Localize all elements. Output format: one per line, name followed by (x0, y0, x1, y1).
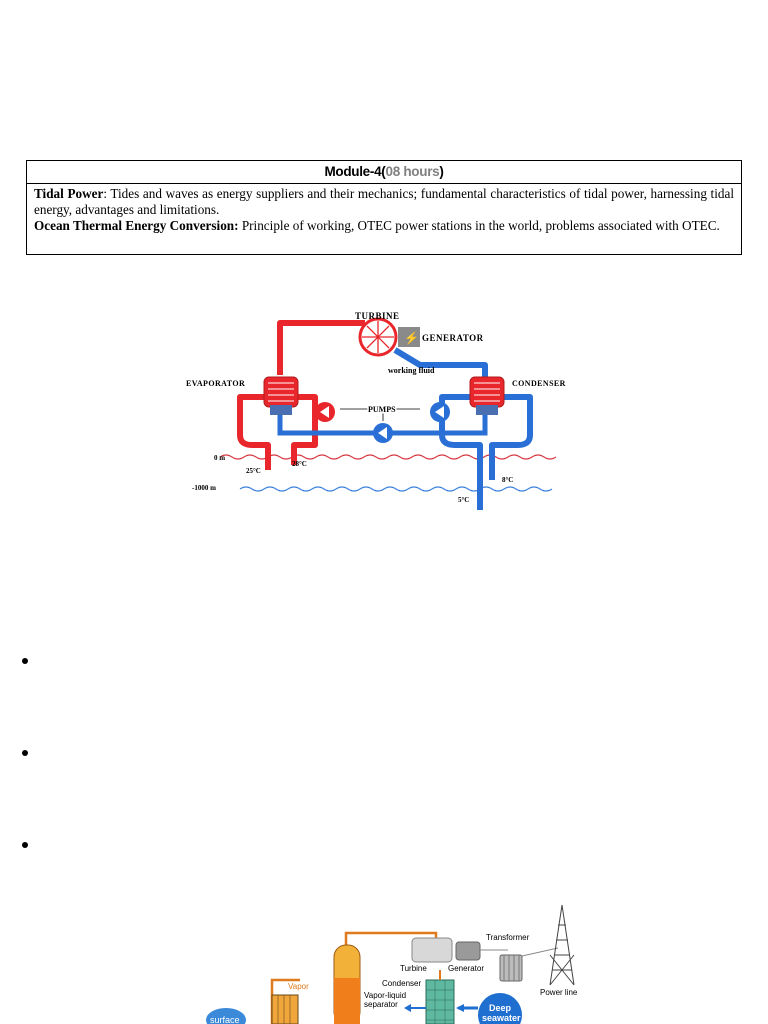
module-table (26, 160, 742, 255)
evaporator-label: EVAPORATOR (186, 379, 246, 388)
temp-8c-label: 8°C (502, 476, 514, 484)
module-title-suffix: ) (439, 164, 444, 179)
tidal-power-label: Tidal Power (34, 186, 104, 201)
transformer-label: Transformer (486, 933, 530, 942)
module-title (27, 161, 741, 184)
separator-liquid (334, 978, 360, 1024)
deep-seawater-arrow-head (456, 1004, 464, 1012)
separator-arrow-head (404, 1004, 411, 1012)
tidal-power-paragraph (34, 186, 734, 218)
cold-deep-wave (240, 487, 552, 491)
turbine-housing (412, 938, 452, 962)
separator-label-line1: Vapor-liquid (364, 991, 407, 1000)
separator-label-line2: separator (364, 1000, 398, 1009)
otec-text: Principle of working, OTEC power stations in the world, problems associated with OTEC. (238, 218, 720, 233)
power-line-label: Power line (540, 988, 578, 997)
power-line-wire (522, 948, 558, 956)
otec-label: Ocean Thermal Energy Conversion: (34, 218, 239, 233)
working-fluid-label: working fluid (388, 366, 435, 375)
condenser-label: CONDENSER (512, 379, 566, 388)
bullet-point (22, 842, 28, 848)
warm-fluid-pipe (280, 323, 365, 375)
tidal-power-text: : Tides and waves as energy suppliers and their mechanics; fundamental characteristics of tidal power, harnessing tidal energy, advantages and limitations. (34, 186, 734, 217)
depth-1000m-label: -1000 m (192, 484, 216, 492)
otec-paragraph (34, 218, 734, 234)
vapor-label: Vapor (288, 982, 309, 991)
temp-5c-label: 5°C (458, 496, 470, 504)
evaporator-panel (272, 995, 298, 1024)
turbine-label-2: Turbine (400, 964, 427, 973)
evaporator-base (270, 405, 292, 415)
deep-seawater-label-line2: seawater (482, 1013, 521, 1023)
depth-0m-label: 0 m (214, 454, 226, 462)
generator-housing (456, 942, 480, 960)
module-title-prefix: Module-4( (324, 164, 386, 179)
generator-bolt-icon: ⚡ (404, 331, 419, 345)
evaporator-unit (264, 377, 298, 407)
condenser-base (476, 405, 498, 415)
deep-seawater-label-line1: Deep (489, 1003, 512, 1013)
temp-25c-label: 25°C (246, 467, 261, 475)
generator-label-2: Generator (448, 964, 485, 973)
condenser-label-2: Condenser (382, 979, 422, 988)
surface-label: surface (210, 1015, 240, 1024)
generator-label: GENERATOR (422, 333, 484, 343)
bullet-point (22, 658, 28, 664)
bullet-point (22, 750, 28, 756)
condenser-unit (470, 377, 504, 407)
condenser-panel (426, 980, 454, 1024)
otec-plant-diagram (200, 900, 590, 1024)
module-content (27, 184, 741, 234)
otec-cycle-diagram (180, 305, 590, 510)
pumps-label: PUMPS (368, 405, 396, 414)
temp-28c-label: 28°C (292, 460, 307, 468)
turbine-label: TURBINE (355, 311, 400, 321)
module-title-hours: 08 hours (385, 164, 440, 179)
power-line-tower-icon (550, 905, 574, 985)
